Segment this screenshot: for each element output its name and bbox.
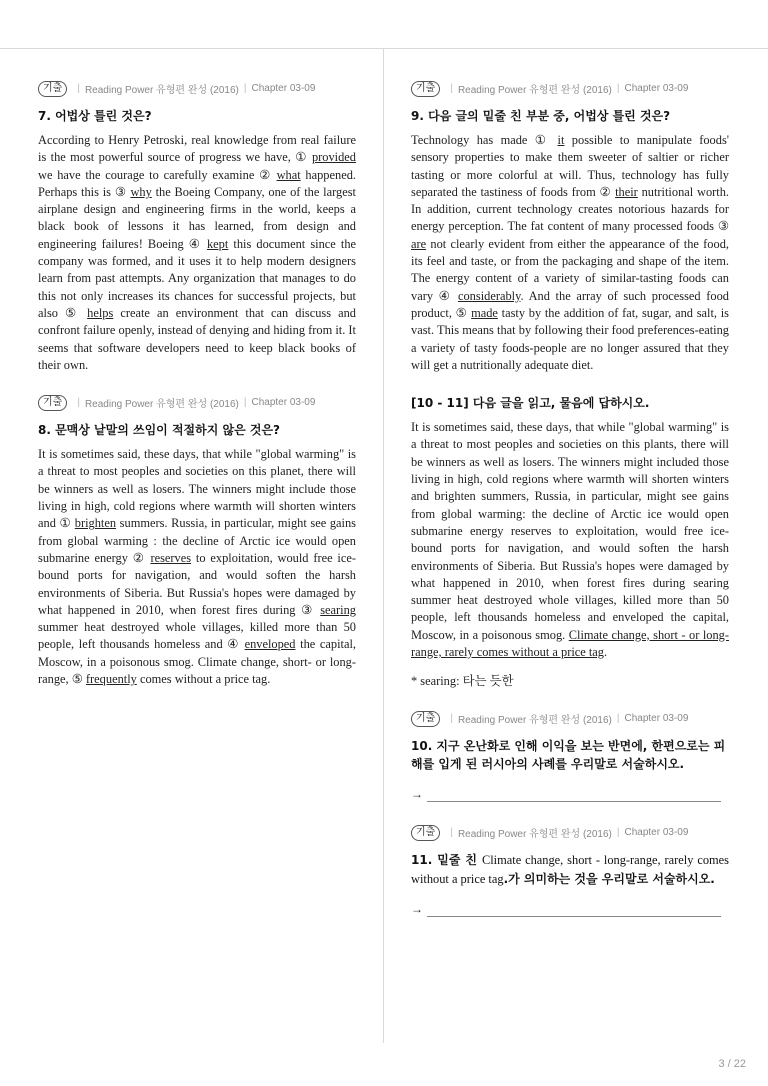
separator: | [450,83,453,94]
exam-badge: 기출 [38,81,67,97]
passage-text: this document since the company was formed, and it uses it to help modern designers learn from past attempts. Any organization that manages to do this not only increases its chances for successful projects, but also ⑤ [38,236,357,320]
question-passage [38,132,356,374]
passage-text: nutritional worth. In addition, current technology creates notorious hazards for energy perception. The fat content of many processed foods ③ [411,184,729,234]
passage-text: the capital, Moscow, in a poisonous smog. Climate change, short- or long-range, ⑤ [38,637,357,687]
top-rule [0,48,768,49]
source-label: Reading Power 유형편 완성 (2016) [457,715,612,727]
vocabulary-note: * searing: 타는 듯한 [411,674,514,689]
passage-text: the Boeing Company, one of the largest airplane design and engineering firms in the world, keeps a black book of lessons it has learned, from design and engineering failures! Boeing ④ [38,184,356,251]
separator: | [450,713,453,725]
right-column [411,80,729,939]
question-title: 8. 문맥상 낱말의 쓰임이 적절하지 않은 것은? [38,423,281,438]
passage-text: . [604,645,608,660]
underlined-word: what [276,167,301,182]
passage-text: happened. Perhaps this is ③ [38,167,356,199]
question-8 [38,394,356,688]
passage-text: Technology has made ① [411,133,558,147]
separator: | [243,83,247,94]
source-label: Reading Power 유형편 완성 (2016) [457,85,612,96]
underlined-word: enveloped [244,637,296,652]
chapter-label: Chapter 03-09 [251,83,316,94]
source-tag [411,80,729,97]
underlined-word: helps [87,305,114,320]
source-tag [411,710,729,727]
passage-text: summer heat destroyed whole villages, killed more than 50 people, left thousands homeless and ④ [38,620,356,652]
question-set-10-11 [411,394,729,690]
title-suffix: .가 의미하는 것을 우리말로 서술하시오. [503,871,715,886]
exam-badge: 기출 [411,81,440,97]
exam-badge: 기출 [411,825,440,841]
answer-area[interactable] [411,787,729,802]
separator: | [616,827,620,839]
passage-text: to exploitation, would free ice-bound ports for navigation, and would soften the harsh environments of Siberia. But Russia's hopes were damaged by what happened in 2010, when forest fires during ③ [38,550,356,617]
exam-badge: 기출 [38,395,67,411]
underlined-phrase: Climate change, short - or long-range, rarely comes without a price tag [411,627,729,660]
passage-text: summers. Russia, in particular, might see gains from global warming : the decline of Arctic ice would open submarine energy ② [38,516,356,565]
passage-text: not clearly evident from either the appearance of the food, its feel and taste, or from the packaging and shape of the item. The energy content of a variety of similar-tasting foods can vary ④ [411,236,729,303]
separator: | [243,397,247,409]
underlined-word: searing [320,602,356,617]
separator: | [616,83,620,94]
question-set-title: [10 - 11] 다음 글을 읽고, 물음에 답하시오. [411,396,650,411]
underlined-word: reserves [150,550,192,565]
separator: | [616,713,620,725]
question-title: 10. 지구 온난화로 인해 이익을 보는 반면에, 한편으로는 피해를 입게 된 러시아의 사례를 우리말로 서술하시오. [411,739,726,772]
question-passage [411,132,729,374]
passage-text: It is sometimes said, these days, that while "global warming" is a threat to most peoples and societies on this planet, there will be winners as well as losers. The winners might include those living in high, cold regions where warmth will shorten winters and ① [38,447,356,531]
chapter-label: Chapter 03-09 [624,713,689,725]
underlined-word: why [130,184,152,199]
source-label: Reading Power 유형편 완성 (2016) [457,829,612,841]
question-title [411,851,729,888]
source-label: Reading Power 유형편 완성 (2016) [84,85,239,96]
question-7 [38,80,356,374]
question-9 [411,80,729,374]
source-tag [38,80,356,97]
question-10 [411,710,729,802]
underlined-word: their [615,184,638,199]
question-title: 7. 어법상 틀린 것은? [38,109,152,123]
passage-text: It is sometimes said, these days, that while "global warming" is a threat to most peoples and societies on this plants, there will be winners as well as losers. The winners might included those living in high, cold regions where warmth will shorten winters and brighten summers, Russia, in particular, might see gains from global warming: the decline of Arctic ice would open submarine energy reserves to exploitation, would free ice-bound ports for navigation, and would soften the harsh environments of Siberia. But Russia's hopes were damaged by what happened in 2010, when forest fires during searing summer heat destroyed whole villages, killed more than 50 people, left thousands homeless and enveloped the capital, Moscow, in a poisonous smog. [411,420,729,642]
passage-text: tasty by the addition of fat, sugar, and salt, is vast. This means that by following their food preferences-eating a variety of tasty foods-people are no longer assured that they will get a nutritionally adequate diet. [411,305,729,372]
question-passage [411,419,729,661]
underlined-word: brighten [74,516,117,531]
chapter-label: Chapter 03-09 [624,827,689,839]
source-tag [411,824,729,841]
underlined-word: frequently [85,672,137,687]
underlined-word: it [557,133,565,147]
question-title: 9. 다음 글의 밑줄 친 부분 중, 어법상 틀린 것은? [411,109,671,123]
passage-text: comes without a price tag. [136,672,271,687]
passage-text: we have the courage to carefully examine ② [38,167,277,182]
question-passage [38,446,356,688]
separator: | [77,83,80,94]
answer-line[interactable] [427,906,721,917]
passage-text: According to Henry Petroski, real knowledge from real failure is the most powerful source of progress we have, ① [38,133,356,165]
underlined-word: considerably [457,288,521,303]
left-column [38,80,356,708]
passage-text: possible to manipulate foods' sensory properties to make them sweeter of saltier or richer tasting or more colorful at will. Thus, technology has fully separated the tastiness of foods from ② [411,133,729,199]
underlined-word: provided [311,150,356,165]
passage-text: . And the array of such processed food product, ⑤ [411,288,729,320]
source-tag [38,394,356,411]
underlined-phrase: Climate change, short - long-range, rarely comes without a price tag [411,853,729,886]
answer-line[interactable] [427,791,721,802]
title-prefix: 11. 밑줄 친 [411,853,482,868]
arrow-icon: → [411,901,423,916]
underlined-word: kept [206,236,229,251]
column-divider [383,48,384,1043]
arrow-icon: → [411,787,423,802]
page-number: 3 / 22 [718,1058,746,1070]
underlined-word: are [411,236,427,251]
chapter-label: Chapter 03-09 [624,83,689,94]
passage-text: create an environment that can discuss and confront failure openly, instead of denying and hiding from it. It seems that software developers need to keep black books of their own. [38,305,356,372]
underlined-word: made [471,305,498,320]
question-11 [411,824,729,917]
separator: | [77,397,80,409]
answer-area[interactable] [411,902,729,917]
chapter-label: Chapter 03-09 [251,397,316,409]
exam-badge: 기출 [411,711,440,727]
separator: | [450,827,453,839]
source-label: Reading Power 유형편 완성 (2016) [84,399,239,411]
